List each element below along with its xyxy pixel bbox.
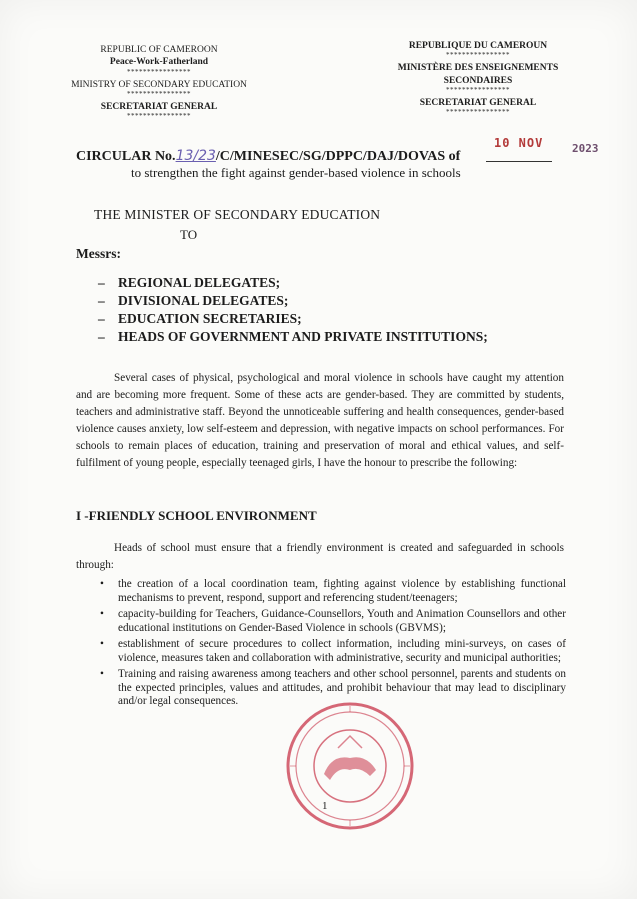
- to-label: TO: [180, 227, 198, 242]
- list-item: • the creation of a local coordination team, fighting against violence by establishing functional mechanisms to prevent, respond, support and referencing student/teenagers;: [100, 578, 566, 604]
- recipient-item: – EDUCATION SECRETARIES;: [98, 311, 302, 326]
- section-intro-paragraph: Heads of school must ensure that a friendly environment is created and safeguarded in schools through:: [76, 542, 564, 571]
- country-name-en: REPUBLIC OF CAMEROON: [100, 45, 218, 55]
- bullet-icon: •: [100, 668, 104, 680]
- ministry-name-fr-1: MINISTÈRE DES ENSEIGNEMENTS: [397, 63, 559, 74]
- bullet-icon: •: [100, 578, 104, 590]
- ministry-name-fr-2: SECONDAIRES: [443, 75, 513, 86]
- date-underline: [486, 161, 552, 162]
- circular-ref-code: /C/MINESEC/SG/DPPC/DAJ/DOVAS of: [215, 149, 461, 164]
- section-heading: I -FRIENDLY SCHOOL ENVIRONMENT: [76, 508, 317, 523]
- date-stamp: 10 NOV: [494, 136, 544, 150]
- page-number: 1: [322, 800, 328, 812]
- star-divider: ****************: [127, 90, 191, 99]
- header-left: [44, 44, 274, 120]
- ministry-name-en: MINISTRY OF SECONDARY EDUCATION: [71, 79, 247, 90]
- country-name-fr: REPUBLIQUE DU CAMEROUN: [408, 41, 548, 51]
- intro-paragraph: Several cases of physical, psychological and moral violence in schools have caught my attention and are becoming more frequent. Some of these acts are gender-based. They are committed by students, teachers and administrative staff. Beyond the unnoticeable suffering and health consequences, gender-based violence causes anxiety, low self-esteem and depression, with negative impacts on school performances. For schools to remain places of education, training and preservation of moral and ethical values, and self-fulfilment of young people, especially teenaged girls, I have the honour to prescribe the following:: [76, 372, 564, 469]
- star-divider: ****************: [127, 112, 191, 121]
- measures-list: [96, 578, 566, 712]
- bullet-icon: •: [100, 608, 104, 620]
- year-stamp: 2023: [572, 142, 599, 155]
- motto-en: Peace-Work-Fatherland: [109, 57, 209, 68]
- circular-prefix: CIRCULAR No.: [76, 149, 176, 164]
- circular-reference: [76, 148, 460, 165]
- circular-number-handwritten: 13/23: [175, 148, 216, 164]
- list-item: • establishment of secure procedures to collect information, including mini-surveys, on cases of violence, measures taken and collaboration with administrative, security and municipal authorities;: [100, 638, 566, 664]
- bullet-icon: •: [100, 638, 104, 650]
- circular-subject: to strengthen the fight against gender-based violence in schools: [131, 165, 461, 180]
- recipient-item: – HEADS OF GOVERNMENT AND PRIVATE INSTITUTIONS;: [98, 329, 488, 344]
- list-item: • capacity-building for Teachers, Guidance-Counsellors, Youth and Animation Counsellors and other educational institutions on Gender-Based Violence in schools (GBVMS);: [100, 608, 566, 634]
- official-seal-icon: [280, 696, 420, 836]
- recipient-list: [98, 274, 488, 346]
- secretariat-fr: SECRETARIAT GENERAL: [419, 98, 537, 109]
- star-divider: ****************: [446, 86, 510, 95]
- secretariat-en: SECRETARIAT GENERAL: [100, 102, 218, 113]
- messrs-label: Messrs:: [76, 246, 121, 261]
- star-divider: ****************: [127, 67, 191, 76]
- recipient-item: – REGIONAL DELEGATES;: [98, 275, 281, 290]
- star-divider: ****************: [446, 51, 510, 60]
- header-right: [378, 40, 578, 116]
- sender-title: THE MINISTER OF SECONDARY EDUCATION: [94, 207, 381, 222]
- list-item: • Training and raising awareness among teachers and other school personnel, parents and students on the expected principles, values and attitudes, and prohibit behaviour that may lead to disciplinary and/or legal consequences.: [100, 668, 566, 707]
- recipient-item: – DIVISIONAL DELEGATES;: [98, 293, 289, 308]
- star-divider: ****************: [446, 108, 510, 117]
